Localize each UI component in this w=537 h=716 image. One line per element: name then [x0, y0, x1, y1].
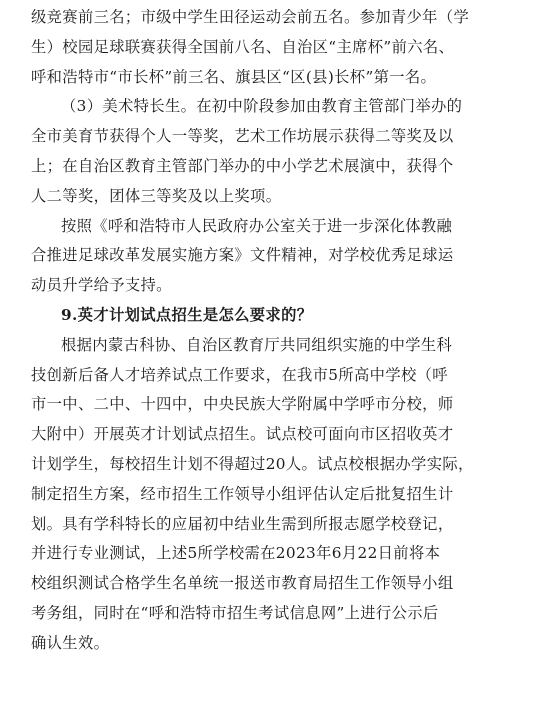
text-line: 考务组，同时在“呼和浩特市招生考试信息网”上进行公示后	[31, 603, 439, 622]
text-line: 合推进足球改革发展实施方案》文件精神，对学校优秀足球运	[31, 246, 454, 265]
text-line: 技创新后备人才培养试点工作要求，在我市5所高中学校（呼	[31, 365, 448, 384]
text-line: 市一中、二中、十四中，中央民族大学附属中学呼市分校，师	[31, 395, 454, 414]
text-line: 制定招生方案，经市招生工作领导小组评估认定后批复招生计	[31, 484, 454, 503]
text-line: 全市美育节获得个人一等奖，艺术工作坊展示获得二等奖及以	[31, 127, 454, 146]
text-line: 并进行专业测试，上述5所学校需在2023年6月22日前将本	[31, 544, 441, 563]
text-line: 根据内蒙古科协、自治区教育厅共同组织实施的中学生科	[61, 335, 453, 354]
text-line: 校组织测试合格学生名单统一报送市教育局招生工作领导小组	[31, 574, 454, 593]
text-line: 按照《呼和浩特市人民政府办公室关于进一步深化体教融	[61, 216, 453, 235]
text-line: 计划学生，每校招生计划不得超过20人。试点校根据办学实际，	[31, 454, 474, 473]
text-line: （3）美术特长生。在初中阶段参加由教育主管部门举办的	[61, 97, 463, 116]
text-line: 级竞赛前三名；市级中学生田径运动会前五名。参加青少年（学	[31, 8, 470, 26]
text-line: 生）校园足球联赛获得全国前八名、自治区“主席杯”前六名、	[31, 37, 455, 56]
text-line: 人二等奖，团体三等奖及以上奖项。	[31, 186, 282, 205]
text-line: 动员升学给予支持。	[31, 276, 172, 295]
text-line: 上；在自治区教育主管部门举办的中小学艺术展演中，获得个	[31, 156, 454, 175]
text-line: 呼和浩特市“市长杯”前三名、旗县区“区(县)长杯”第一名。	[31, 67, 437, 86]
text-line: 划。具有学科特长的应届初中结业生需到所报志愿学校登记，	[31, 514, 454, 533]
section-heading: 9.英才计划试点招生是怎么要求的？	[61, 305, 313, 324]
text-line: 大附中）开展英才计划试点招生。试点校可面向市区招收英才	[31, 425, 454, 444]
text-line: 确认生效。	[31, 633, 110, 652]
